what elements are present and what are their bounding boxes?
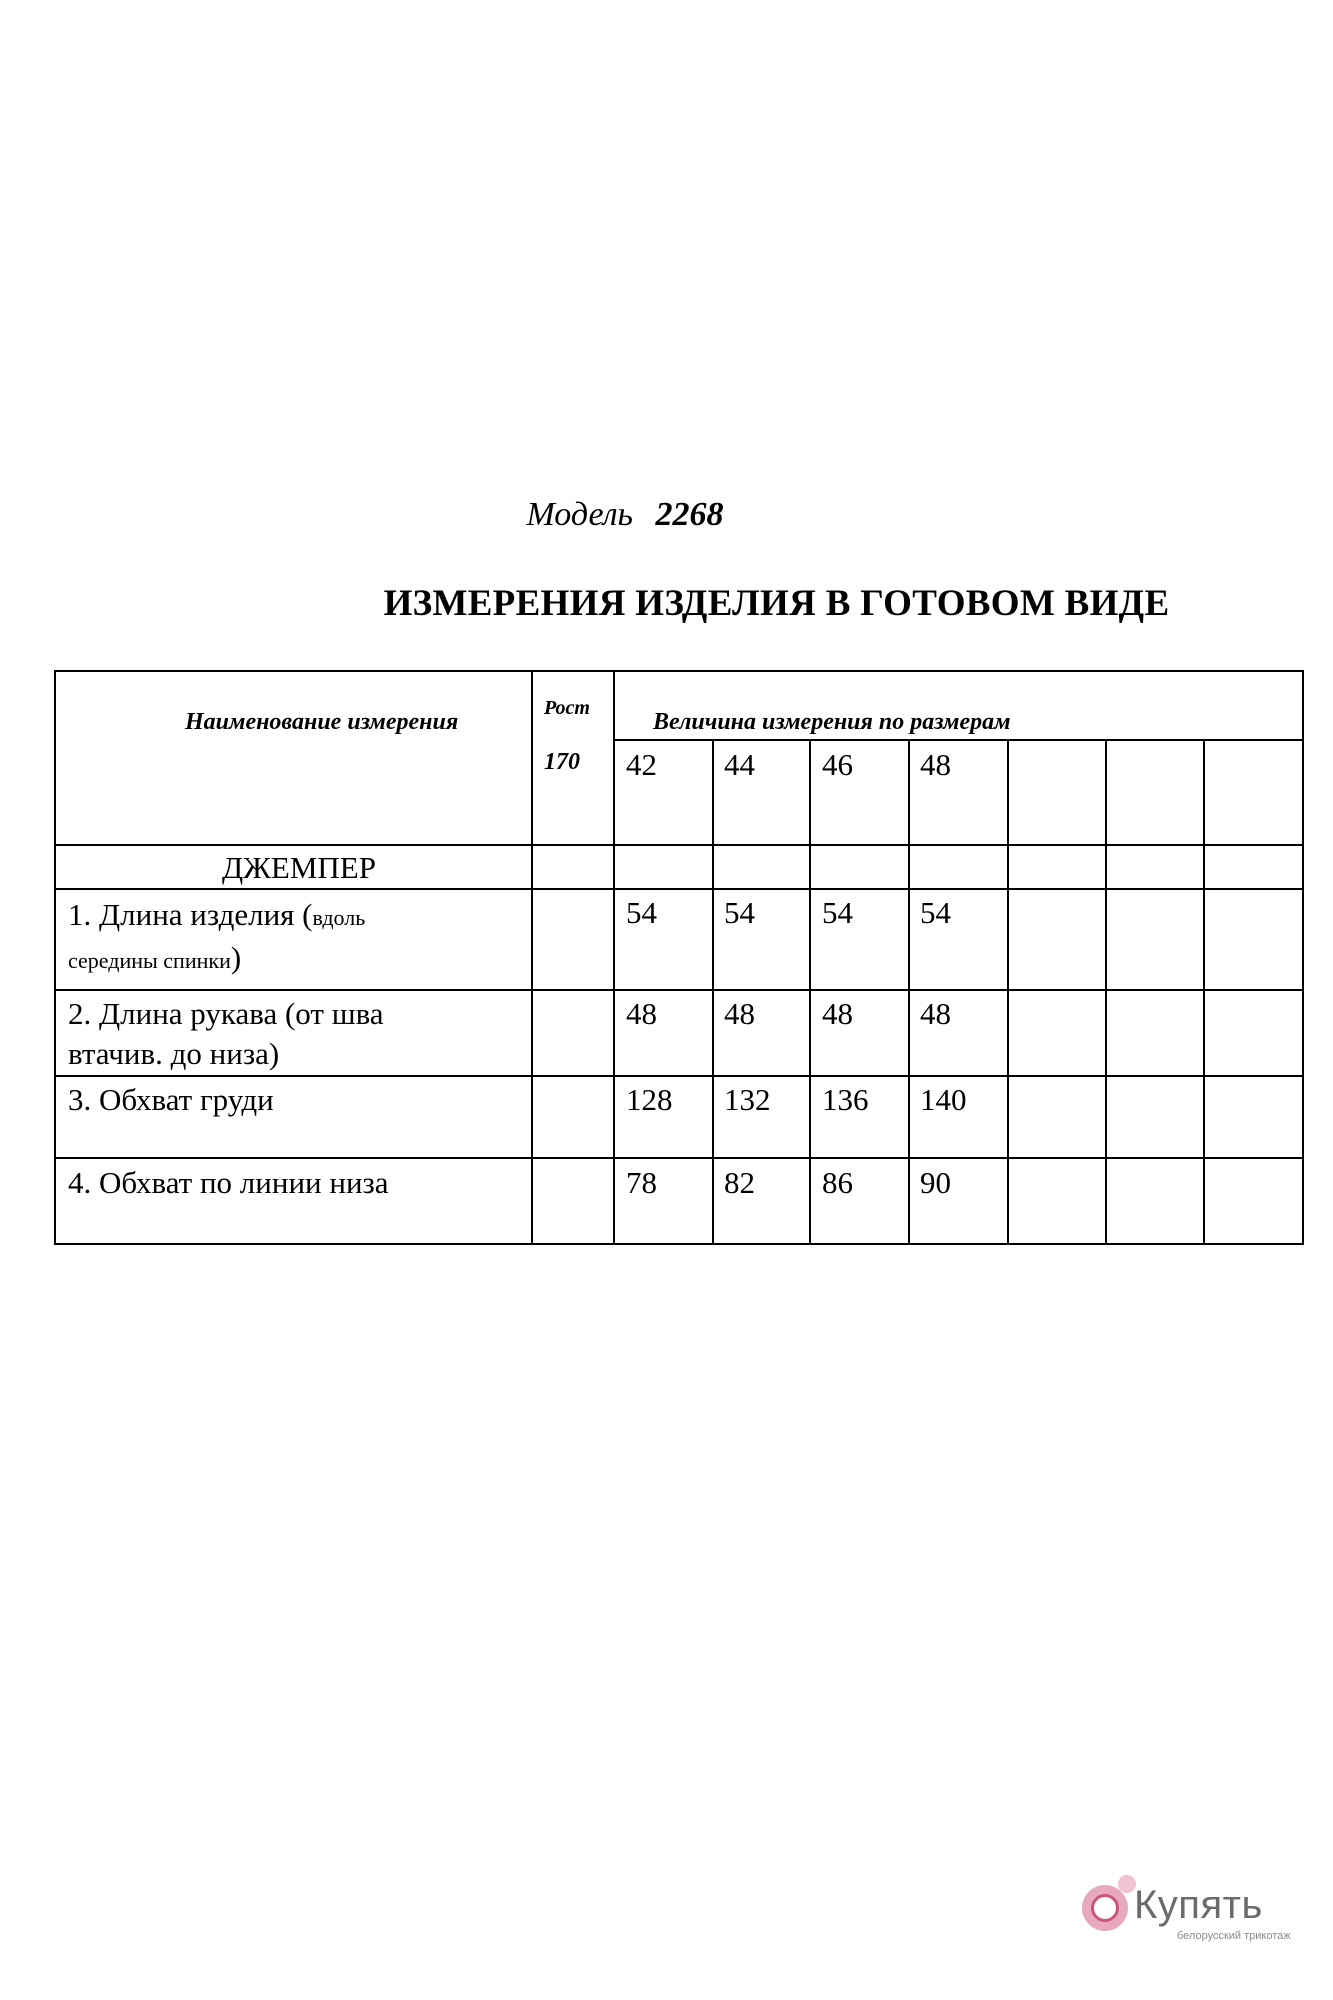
size-header: 48 [920, 747, 951, 782]
logo-mark-icon [1082, 1885, 1128, 1931]
cell-value: 78 [626, 1165, 657, 1200]
cell-value: 140 [920, 1082, 967, 1117]
cell-value: 54 [920, 895, 951, 930]
model-number: 2268 [655, 496, 724, 533]
brand-logo [1082, 1875, 1302, 1945]
cell-value: 48 [724, 996, 755, 1031]
cell-value: 48 [626, 996, 657, 1031]
row-name: 4. Обхват по линии низа [68, 1165, 389, 1200]
row-name-line2: втачив. до низа) [68, 1036, 280, 1071]
cell-value: 128 [626, 1082, 673, 1117]
cell-value: 136 [822, 1082, 869, 1117]
cell-value: 132 [724, 1082, 771, 1117]
row-name: 3. Обхват груди [68, 1082, 274, 1117]
section-label: ДЖЕМПЕР [222, 850, 376, 885]
cell-value: 54 [626, 895, 657, 930]
header-height-value: 170 [544, 749, 580, 775]
logo-wordmark: Купять [1134, 1883, 1263, 1927]
cell-value: 86 [822, 1165, 853, 1200]
header-values-by-size: Величина измерения по размерам [653, 709, 1011, 735]
cell-value: 54 [822, 895, 853, 930]
size-header: 44 [724, 747, 755, 782]
header-height-label: Рост [544, 697, 590, 719]
size-header: 42 [626, 747, 657, 782]
cell-value: 54 [724, 895, 755, 930]
cell-value: 48 [822, 996, 853, 1031]
model-label: Модель [526, 496, 634, 533]
document-title: ИЗМЕРЕНИЯ ИЗДЕЛИЯ В ГОТОВОМ ВИДЕ [383, 583, 1170, 624]
cell-value: 48 [920, 996, 951, 1031]
row-name: 1. Длина изделия (вдоль [68, 897, 366, 932]
logo-tagline: белорусский трикотаж [1177, 1930, 1291, 1942]
header-measurement-name: Наименование измерения [185, 709, 459, 735]
size-header: 46 [822, 747, 853, 782]
row-name: 2. Длина рукава (от шва [68, 996, 384, 1031]
cell-value: 90 [920, 1165, 951, 1200]
cell-value: 82 [724, 1165, 755, 1200]
row-name-line2: середины спинки) [68, 940, 242, 975]
